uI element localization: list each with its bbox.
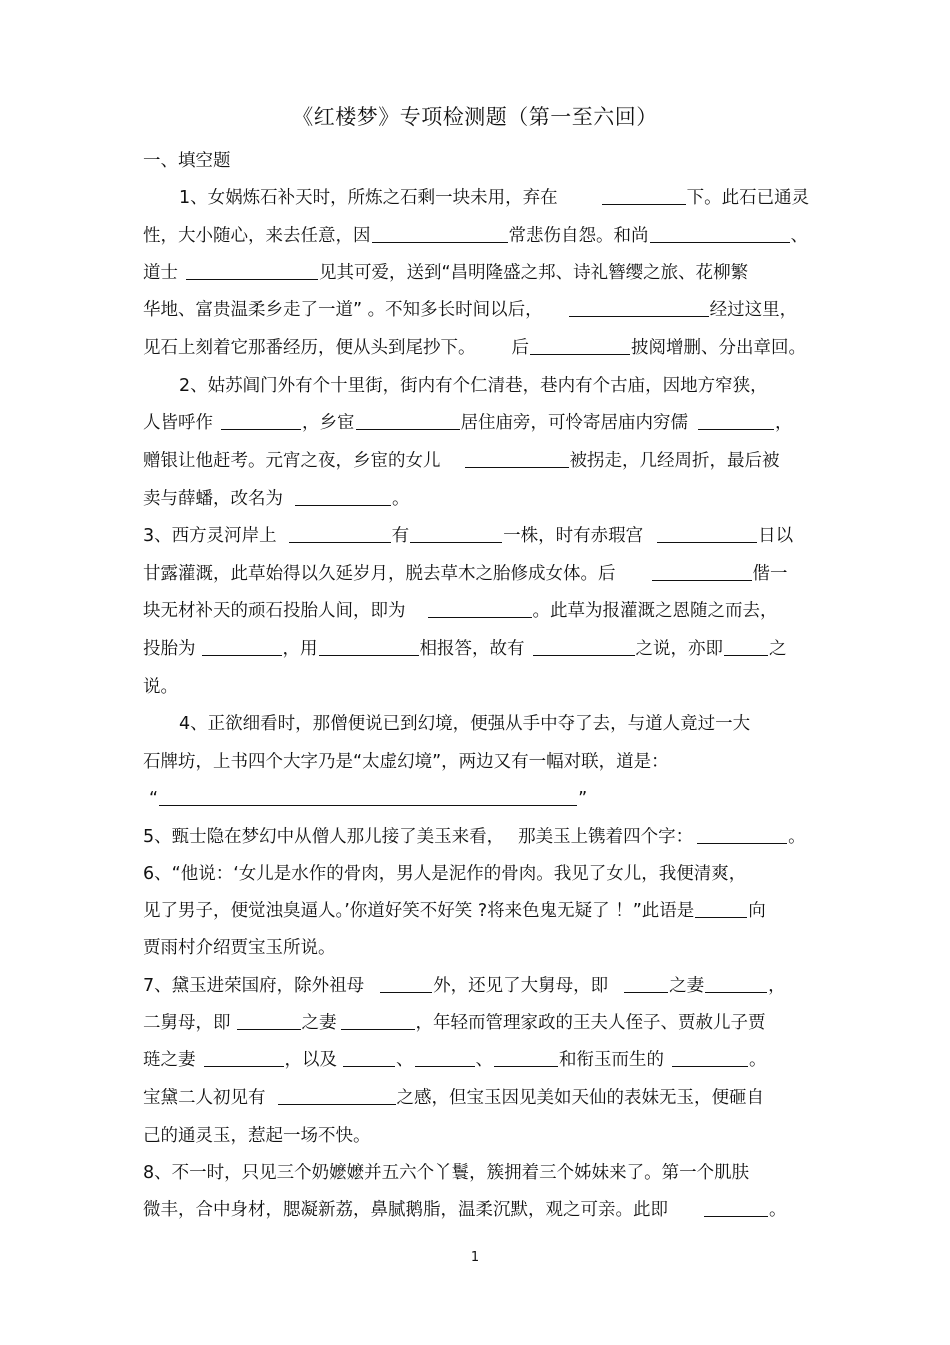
text-segment: 相报答，故有	[419, 639, 525, 659]
blank	[569, 298, 709, 317]
text-segment: 5、甄士隐在梦幻中从僧人那儿接了美玉来看，	[143, 827, 505, 847]
text-segment: 性，大小随心，来去任意，因	[143, 226, 371, 246]
text-segment: 那美玉上镌着四个字：	[518, 827, 694, 847]
blank	[624, 974, 668, 993]
q7-line-1	[143, 974, 786, 998]
blank	[530, 336, 630, 355]
q7-line-3	[143, 1048, 767, 1072]
blank	[695, 899, 747, 918]
text-segment: 见了男子，便觉浊臭逼人。’你道好笑不好笑 ?将来色鬼无疑了 ！”此语是	[143, 901, 695, 921]
blank	[343, 1048, 395, 1067]
text-segment: 二舅母，即	[143, 1013, 231, 1033]
text-segment: 披阅增删、分出章回。	[631, 338, 806, 358]
blank	[202, 637, 282, 656]
text-segment: ，年轻而管理家政的王夫人侄子、贾赦儿子贾	[415, 1013, 766, 1033]
blank	[341, 1011, 415, 1030]
q2-line-2	[143, 411, 793, 435]
blank	[295, 487, 391, 506]
q4-line-3	[149, 787, 587, 811]
page-title: 《红楼梦》专项检测题（第一至六回）	[292, 105, 658, 129]
q1-line-5	[143, 336, 806, 360]
text-segment: 见其可爱，送到“昌明隆盛之邦、诗礼簪缨之旅、花柳繁	[319, 263, 749, 283]
blank	[410, 524, 502, 543]
blank	[204, 1048, 284, 1067]
text-segment: 之感，但宝玉因见美如天仙的表妹无玉，便砸自	[396, 1088, 764, 1108]
q3-line-3	[143, 599, 778, 623]
blank	[672, 1048, 748, 1067]
text-segment: 道士	[143, 263, 178, 283]
q2-line-4	[143, 487, 410, 511]
q1-line-3	[143, 261, 748, 285]
text-segment: 外，还见了大舅母，即	[433, 976, 609, 996]
q2-line-3	[143, 449, 780, 473]
text-segment: 。	[769, 1200, 787, 1220]
text-segment: ，	[768, 976, 786, 996]
q8-line-2	[143, 1198, 787, 1222]
text-segment: ，	[775, 413, 793, 433]
blank	[237, 1011, 301, 1030]
text-segment: 居住庙旁，可怜寄居庙内穷儒	[460, 413, 688, 433]
text-segment: 下。此石已通灵	[686, 188, 810, 208]
q5-line-1	[143, 825, 806, 849]
text-segment: 宝黛二人初见有	[143, 1088, 266, 1108]
text-segment: 、	[396, 1050, 414, 1070]
text-segment: 琏之妻	[143, 1050, 196, 1070]
blank	[186, 261, 318, 280]
q7-line-4	[143, 1086, 764, 1110]
q1-line-2	[143, 224, 808, 248]
q1-line-1	[179, 186, 809, 210]
text-segment: 1、女娲炼石补天时，所炼之石剩一块未用，弃在	[179, 188, 558, 208]
text-segment: 、	[475, 1050, 493, 1070]
text-segment: 常悲伤自怨。和尚	[508, 226, 649, 246]
q3-line-4	[143, 637, 787, 661]
blank	[652, 562, 752, 581]
text-segment: 微丰，合中身材，腮凝新荔，鼻腻鹅脂，温柔沉默，观之可亲。此即	[143, 1200, 668, 1220]
text-segment: 被拐走，几经周折，最后被	[569, 451, 780, 471]
text-segment: 3、西方灵河岸上	[143, 526, 277, 546]
blank	[415, 1048, 475, 1067]
text-segment: 向	[748, 901, 766, 921]
blank	[602, 186, 686, 205]
text-segment: 7、黛玉进荣国府，除外祖母	[143, 976, 365, 996]
text-segment: 。	[392, 489, 410, 509]
text-segment: 赠银让他赶考。元宵之夜，乡宦的女儿	[143, 451, 441, 471]
text-segment: 。	[749, 1050, 767, 1070]
text-segment: 石牌坊，上书四个大字乃是“太虚幻境”，两边又有一幅对联，道是：	[143, 752, 669, 772]
q7-line-2	[143, 1011, 766, 1035]
text-segment: 有	[391, 526, 410, 546]
text-segment: 见石上刻着它那番经历，便从头到尾抄下。	[143, 338, 476, 358]
q4-line-1: 4、正欲细看时，那僧便说已到幻境，便强从手中夺了去，与道人竟过一大	[179, 714, 751, 734]
blank	[356, 411, 460, 430]
q3-line-2	[143, 562, 788, 586]
text-segment: 华地、富贵温柔乡走了一道” 。不知多长时间以后，	[143, 300, 543, 320]
q3-line-1	[143, 524, 793, 548]
text-segment: 之妻	[301, 1013, 337, 1033]
text-segment: 块无材补天的顽石投胎人间，即为	[143, 601, 406, 621]
text-segment: 投胎为	[143, 639, 196, 659]
blank	[278, 1086, 396, 1105]
blank	[724, 637, 768, 656]
text-segment: ，以及	[284, 1050, 337, 1070]
text-segment: 和衔玉而生的	[559, 1050, 664, 1070]
blank	[533, 637, 635, 656]
text-segment: 卖与薛蟠，改名为	[143, 489, 283, 509]
text-segment: 偕一	[752, 564, 788, 584]
text-segment: 后	[511, 338, 529, 358]
text-segment: ”	[578, 789, 588, 809]
blank	[705, 974, 767, 993]
text-segment: ，用	[282, 639, 318, 659]
blank	[465, 449, 569, 468]
blank	[289, 524, 391, 543]
text-segment: 一株，时有赤瑕宫	[503, 526, 644, 546]
blank	[698, 411, 774, 430]
q6-line-1: 6、“他说：‘女儿是水作的骨肉，男人是泥作的骨肉。我见了女儿，我便清爽，	[143, 864, 747, 884]
page-number: 1	[470, 1250, 480, 1265]
text-segment: 。	[788, 827, 806, 847]
text-segment: 人皆呼作	[143, 413, 213, 433]
blank	[494, 1048, 558, 1067]
section-heading: 一、填空题	[143, 151, 231, 171]
blank	[159, 787, 577, 806]
text-segment: 、	[790, 226, 808, 246]
blank	[697, 825, 787, 844]
text-segment: ，乡宦	[302, 413, 355, 433]
text-segment: 之妻	[669, 976, 705, 996]
q6-line-2	[143, 899, 766, 923]
text-segment: 甘露灌溉，此草始得以久延岁月，脱去草木之胎修成女体。后	[143, 564, 616, 584]
blank	[380, 974, 432, 993]
q1-line-4	[143, 298, 797, 322]
text-segment: 之说，亦即	[635, 639, 723, 659]
blank	[657, 524, 757, 543]
q7-line-5: 己的通灵玉，惹起一场不快。	[143, 1126, 371, 1146]
q2-line-1: 2、姑苏阊门外有个十里街，街内有个仁清巷，巷内有个古庙，因地方窄狭，	[179, 376, 768, 396]
blank	[319, 637, 419, 656]
blank	[428, 599, 532, 618]
text-segment: 经过这里，	[709, 300, 798, 320]
q8-line-1: 8、不一时，只见三个奶嬷嬷并五六个丫鬟，簇拥着三个姊妹来了。第一个肌肤	[143, 1163, 750, 1183]
text-segment: 之	[769, 639, 787, 659]
q6-line-3: 贾雨村介绍贾宝玉所说。	[143, 938, 336, 958]
text-segment: 。此草为报灌溉之恩随之而去，	[532, 601, 778, 621]
q3-line-5: 说。	[143, 677, 178, 697]
text-segment: “	[149, 789, 159, 809]
blank	[650, 224, 790, 243]
q4-line-2	[143, 750, 807, 774]
blank	[221, 411, 301, 430]
blank	[704, 1198, 768, 1217]
blank	[372, 224, 508, 243]
text-segment: 日以	[758, 526, 794, 546]
